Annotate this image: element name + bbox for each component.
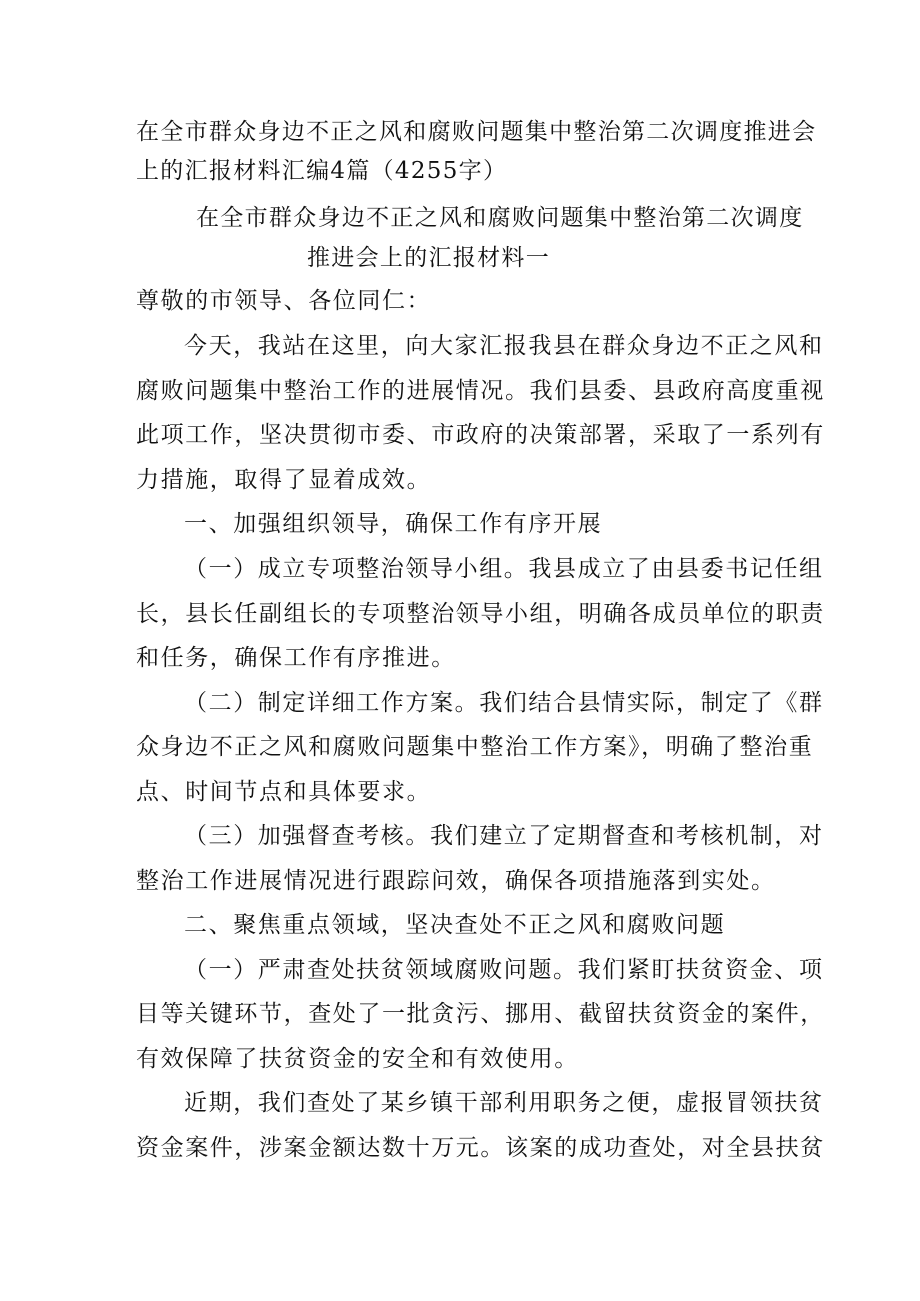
s2-item1-line-2: 目等关键环节，查处了一批贪污、挪用、截留扶贫资金的案件， [136,1001,825,1027]
s2-item1-line-1: （一）严肃查处扶贫领域腐败问题。我们紧盯扶贫资金、项 [184,957,824,983]
section-heading-2: 二、聚焦重点领域，坚决查处不正之风和腐败问题 [184,912,726,938]
intro-line-4: 力措施，取得了显着成效。 [136,467,432,493]
s1-item1-line-3: 和任务，确保工作有序推进。 [136,645,456,671]
s1-item2-line-1: （二）制定详细工作方案。我们结合县情实际，制定了《群 [184,690,824,716]
s1-item2-line-2: 众身边不正之风和腐败问题集中整治工作方案》，明确了整治重 [136,734,814,760]
document-title-line-2: 上的汇报材料汇编4篇（4255字） [136,158,508,184]
intro-line-2: 腐败问题集中整治工作的进展情况。我们县委、县政府高度重视 [136,378,825,404]
salutation: 尊敬的市领导、各位同仁： [136,288,432,314]
intro-line-3: 此项工作，坚决贯彻市委、市政府的决策部署，采取了一系列有 [136,422,825,448]
s1-item3-line-2: 整治工作进展情况进行跟踪问效，确保各项措施落到实处。 [136,868,776,894]
s2-item1-line-3: 有效保障了扶贫资金的安全和有效使用。 [136,1046,579,1072]
s1-item3-line-1: （三）加强督查考核。我们建立了定期督查和考核机制，对 [184,823,824,849]
s1-item1-line-1: （一）成立专项整治领导小组。我县成立了由县委书记任组 [184,556,824,582]
section-heading-1: 一、加强组织领导，确保工作有序开展 [184,511,603,537]
s1-item1-line-2: 长，县长任副组长的专项整治领导小组，明确各成员单位的职责 [136,601,825,627]
intro-line-1: 今天，我站在这里，向大家汇报我县在群众身边不正之风和 [184,333,824,359]
case-line-1: 近期，我们查处了某乡镇干部利用职务之便，虚报冒领扶贫 [184,1090,824,1116]
case-line-2: 资金案件，涉案金额达数十万元。该案的成功查处，对全县扶贫 [136,1135,825,1161]
document-subtitle-line-1: 在全市群众身边不正之风和腐败问题集中整治第二次调度 [196,205,804,231]
document-subtitle-line-2: 推进会上的汇报材料一 [307,245,550,271]
s1-item2-line-3: 点、时间节点和具体要求。 [136,779,432,805]
document-title-line-1: 在全市群众身边不正之风和腐败问题集中整治第二次调度推进会 [136,119,817,145]
